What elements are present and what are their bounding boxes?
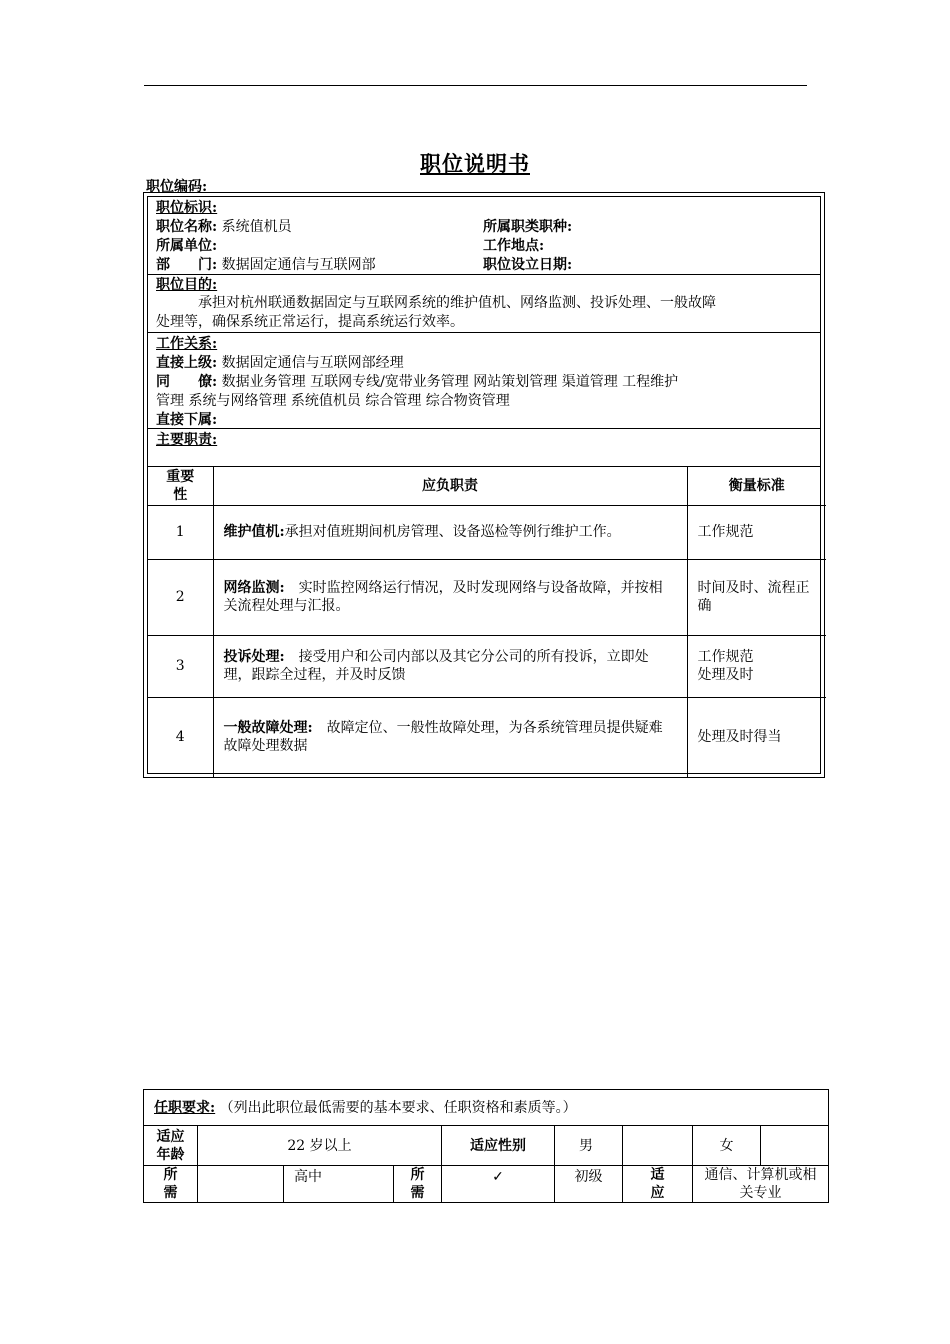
education-blank bbox=[198, 1166, 284, 1203]
superior-value: 数据固定通信与互联网部经理 bbox=[221, 355, 404, 371]
table-row bbox=[148, 635, 826, 697]
requirements-header-row bbox=[144, 1090, 829, 1126]
purpose-heading: 职位目的: bbox=[156, 277, 218, 293]
identification-section bbox=[148, 197, 820, 275]
requirements-note: （列出此职位最低需要的基本要求、任职资格和素质等。） bbox=[219, 1099, 577, 1116]
department-value: 数据固定通信与互联网部 bbox=[221, 257, 376, 273]
table-row bbox=[148, 697, 826, 777]
position-name-row bbox=[156, 218, 292, 237]
standard-cell: 时间及时、流程正确 bbox=[687, 559, 826, 635]
purpose-text-line1: 承担对杭州联通数据固定与互联网系统的维护值机、网络监测、投诉处理、一般故障 bbox=[198, 295, 716, 311]
peers-row bbox=[156, 373, 678, 392]
setup-date-label: 职位设立日期: bbox=[483, 257, 573, 273]
table-row bbox=[148, 505, 826, 559]
superior-row bbox=[156, 354, 404, 373]
major-value: 通信、计算机或相关专业 bbox=[693, 1166, 829, 1203]
duties-section bbox=[148, 429, 820, 467]
duty-cell bbox=[213, 559, 687, 635]
header-standard: 衡量标准 bbox=[687, 467, 826, 505]
header-rule bbox=[144, 85, 807, 86]
duty-table-header bbox=[148, 467, 826, 505]
duty-text: 实时监控网络运行情况，及时发现网络与设备故障，并按相关流程处理与汇报。 bbox=[223, 580, 663, 614]
duty-cell bbox=[213, 635, 687, 697]
identification-heading: 职位标识: bbox=[156, 200, 218, 216]
gender-label: 适应性别 bbox=[442, 1126, 555, 1166]
job-class-label: 所属职类职种: bbox=[483, 219, 573, 235]
header-duty: 应负职责 bbox=[213, 467, 687, 505]
purpose-text-line2: 处理等，确保系统正常运行，提高系统运行效率。 bbox=[156, 314, 464, 330]
duty-title: 网络监测: bbox=[223, 580, 285, 596]
subordinate-label: 直接下属: bbox=[156, 412, 218, 428]
gender-male-check bbox=[623, 1126, 693, 1166]
position-code-label: 职位编码: bbox=[146, 179, 208, 195]
major-label: 适应 bbox=[623, 1166, 693, 1203]
duty-text: 承担对值班期间机房管理、设备巡检等例行维护工作。 bbox=[284, 524, 621, 540]
duty-table bbox=[148, 467, 826, 777]
row-number: 3 bbox=[148, 635, 213, 697]
gender-female: 女 bbox=[693, 1126, 761, 1166]
table-row bbox=[148, 559, 826, 635]
job-description-frame bbox=[143, 192, 825, 778]
department-label: 部 门: bbox=[156, 257, 218, 273]
standard-cell: 工作规范 bbox=[687, 505, 826, 559]
purpose-section bbox=[148, 275, 820, 333]
peers-value-line2: 管理 系统与网络管理 系统值机员 综合管理 综合物资管理 bbox=[156, 393, 510, 409]
unit-label: 所属单位: bbox=[156, 238, 218, 254]
standard-cell: 工作规范 处理及时 bbox=[687, 635, 826, 697]
relations-section bbox=[148, 333, 820, 429]
duty-cell bbox=[213, 505, 687, 559]
standard-cell: 处理及时得当 bbox=[687, 697, 826, 777]
education-check-label: 所需 bbox=[394, 1166, 442, 1203]
check-mark: ✓ bbox=[442, 1166, 555, 1203]
education-label: 所需 bbox=[144, 1166, 198, 1203]
row-number: 1 bbox=[148, 505, 213, 559]
row-number: 4 bbox=[148, 697, 213, 777]
peers-value-line1: 数据业务管理 互联网专线/宽带业务管理 网站策划管理 渠道管理 工程维护 bbox=[221, 374, 679, 390]
superior-label: 直接上级: bbox=[156, 355, 218, 371]
age-gender-row bbox=[144, 1126, 829, 1166]
requirements-table bbox=[143, 1089, 829, 1203]
education-value: 高中 bbox=[284, 1166, 394, 1203]
age-value: 22 岁以上 bbox=[198, 1126, 442, 1166]
department-row bbox=[156, 256, 376, 275]
duty-title: 一般故障处理: bbox=[223, 720, 313, 737]
job-description-body bbox=[147, 196, 821, 774]
position-name-value: 系统值机员 bbox=[221, 219, 292, 235]
duty-title: 维护值机: bbox=[223, 524, 285, 540]
duty-text: 接受用户和公司内部以及其它分公司的所有投诉，立即处理，跟踪全过程，并及时反馈 bbox=[223, 649, 649, 683]
page-title: 职位说明书 bbox=[420, 151, 530, 176]
duties-heading: 主要职责: bbox=[156, 432, 218, 448]
gender-male: 男 bbox=[555, 1126, 623, 1166]
duty-text: 故障定位、一般性故障处理，为各系统管理员提供疑难故障处理数据 bbox=[223, 720, 663, 755]
position-name-label: 职位名称: bbox=[156, 219, 218, 235]
peers-label: 同 僚: bbox=[156, 374, 218, 390]
row-number: 2 bbox=[148, 559, 213, 635]
relations-heading: 工作关系: bbox=[156, 336, 218, 352]
education-row bbox=[144, 1166, 829, 1203]
duty-cell bbox=[213, 697, 687, 777]
requirements-heading: 任职要求: bbox=[154, 1099, 216, 1116]
header-importance: 重要性 bbox=[148, 467, 213, 505]
age-label: 适应年龄 bbox=[144, 1126, 198, 1166]
duty-title: 投诉处理: bbox=[223, 649, 285, 665]
work-place-label: 工作地点: bbox=[483, 238, 545, 254]
level-value: 初级 bbox=[555, 1166, 623, 1203]
gender-female-check bbox=[761, 1126, 829, 1166]
requirements-header bbox=[144, 1090, 829, 1126]
